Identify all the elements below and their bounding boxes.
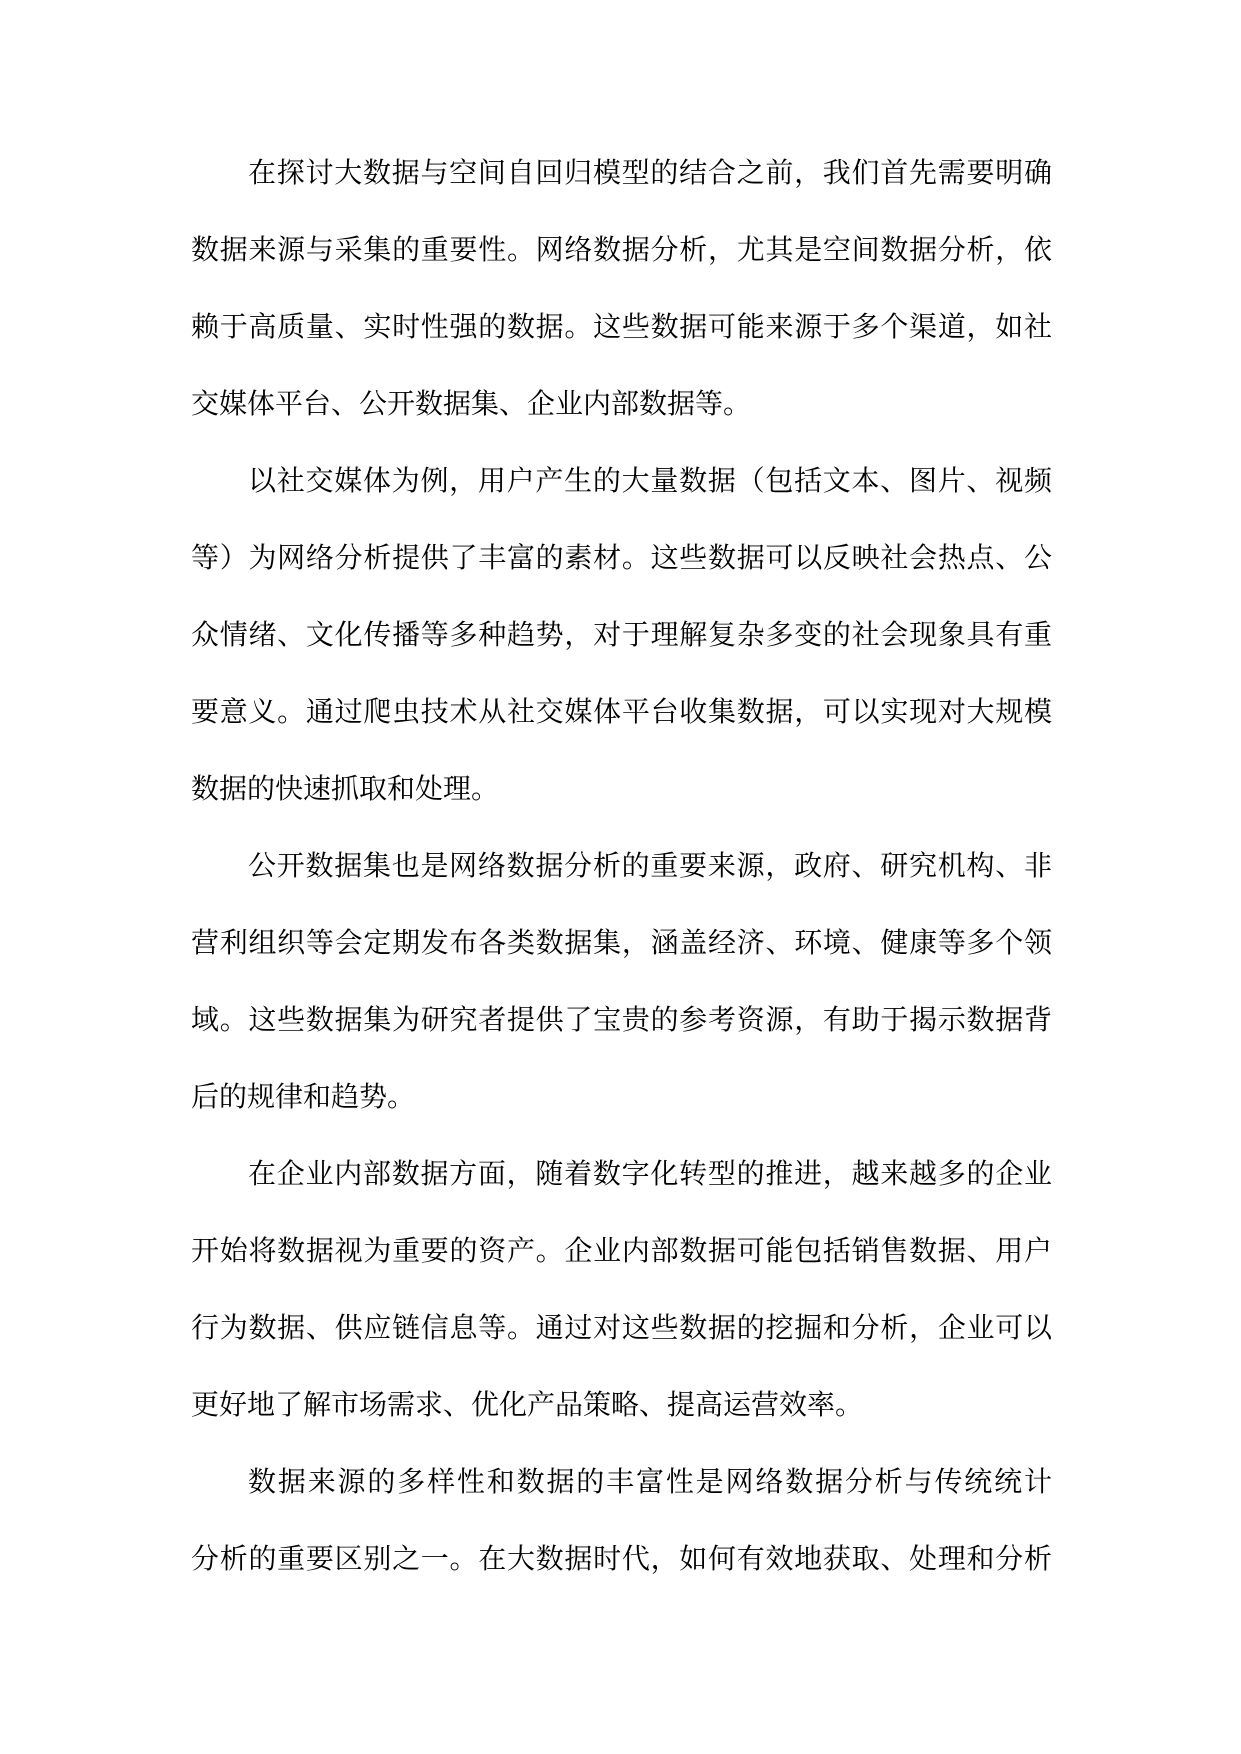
text-line: 等）为网络分析提供了丰富的素材。这些数据可以反映社会热点、公 bbox=[191, 541, 1052, 574]
text-line: 众情绪、文化传播等多种趋势，对于理解复杂多变的社会现象具有重 bbox=[191, 618, 1052, 651]
paragraph bbox=[191, 841, 1052, 1149]
text-line: 行为数据、供应链信息等。通过对这些数据的挖掘和分析，企业可以 bbox=[191, 1311, 1052, 1344]
paragraph bbox=[191, 456, 1052, 841]
text-line: 以社交媒体为例，用户产生的大量数据（包括文本、图片、视频 bbox=[248, 464, 1052, 497]
paragraph bbox=[191, 1457, 1052, 1611]
text-line: 后的规律和趋势。 bbox=[191, 1080, 416, 1113]
text-line: 数据来源的多样性和数据的丰富性是网络数据分析与传统统计 bbox=[248, 1465, 1052, 1498]
text-line: 公开数据集也是网络数据分析的重要来源，政府、研究机构、非 bbox=[248, 849, 1052, 882]
text-line: 分析的重要区别之一。在大数据时代，如何有效地获取、处理和分析 bbox=[191, 1542, 1052, 1575]
paragraph bbox=[191, 1149, 1052, 1457]
text-line: 域。这些数据集为研究者提供了宝贵的参考资源，有助于揭示数据背 bbox=[191, 1003, 1052, 1036]
text-line: 要意义。通过爬虫技术从社交媒体平台收集数据，可以实现对大规模 bbox=[191, 695, 1052, 728]
paragraph bbox=[191, 148, 1052, 456]
text-line: 更好地了解市场需求、优化产品策略、提高运营效率。 bbox=[191, 1388, 864, 1421]
text-line: 营利组织等会定期发布各类数据集，涵盖经济、环境、健康等多个领 bbox=[191, 926, 1052, 959]
document-body bbox=[191, 148, 1052, 1611]
text-line: 交媒体平台、公开数据集、企业内部数据等。 bbox=[191, 387, 752, 420]
text-line: 数据的快速抓取和处理。 bbox=[191, 772, 500, 805]
text-line: 数据来源与采集的重要性。网络数据分析，尤其是空间数据分析，依 bbox=[191, 233, 1052, 266]
text-line: 开始将数据视为重要的资产。企业内部数据可能包括销售数据、用户 bbox=[191, 1234, 1052, 1267]
text-line: 在探讨大数据与空间自回归模型的结合之前，我们首先需要明确 bbox=[248, 156, 1052, 189]
text-line: 赖于高质量、实时性强的数据。这些数据可能来源于多个渠道，如社 bbox=[191, 310, 1052, 343]
text-line: 在企业内部数据方面，随着数字化转型的推进，越来越多的企业 bbox=[248, 1157, 1052, 1190]
